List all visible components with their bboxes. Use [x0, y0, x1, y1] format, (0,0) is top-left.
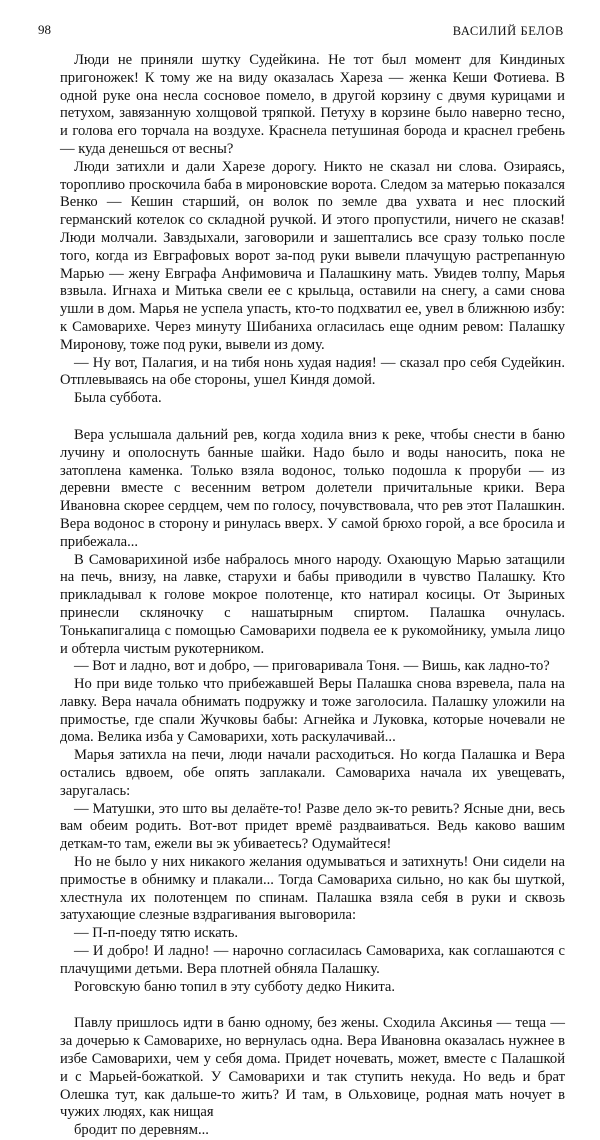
paragraph: Вера услышала дальний рев, когда ходила вниз к реке, чтобы снести в баню лучину и ополоснуть банные шайки. Надо было и воды наносить, пока не затоплена каменка. Только взяла водонос, только подошла к проруби — из деревни вместе с весенним ветром долетели причитальные крики. Вера Ивановна скорее сердцем, чем по голосу, почувствовала, что рев этот Палашкин. Вера водонос в сторону и ринулась вверх. У самой брюхо горой, а все бросила и прибежала...: [60, 426, 565, 550]
paragraph: — Матушки, это што вы делаёте-то! Разве дело эк-то ревить? Ясные дни, весь вам обеим родить. Вот-вот придет времё раздваиваться. Ведь каково вашим деткам-то там, ежели вы эк убиваетесь? Одумайтеся!: [60, 800, 565, 853]
paragraph: В Самоварихиной избе набралось много народу. Охающую Марью затащили на печь, внизу, на лавке, старухи и бабы приводили в чувство Палашку. Кто прикладывал к голове мокрое полотенце, кто натирал косицы. От Зыриных принесли скляночку с нашатырным спиртом. Палашка очнулась. Тонькапигалица с помощью Самоварихи подвела ее к рукомойнику, умыла лицо и обтерла чистым рукотерником.: [60, 551, 565, 657]
paragraph: Но не было у них никакого желания одумываться и затихнуть! Они сидели на примостье в обнимку и плакали... Тогда Самовариха сильно, но как бы шуткой, хлестнула их полотенцем по спинам. Палашка взяла себя в руки и сквозь затухающие слезные вздрагивания выговорила:: [60, 854, 565, 924]
paragraph: Павлу пришлось идти в баню одному, без жены. Сходила Аксинья — теща — за дочерью к Самоварихе, но вернулась одна. Вера Ивановна оказалась нужнее в избе Самоварихи, чем у себя дома. Придет ночевать, может, вместе с Палашкой и с Марьей-божаткой. У Самоварихи и так ступить некуда. Но ведь и брат Олешка тут, как дальше-то жить? И там, в Ольховице, родная мать ночует в чужих людях, как нищая: [60, 1015, 565, 1121]
paragraph: Была суббота.: [74, 390, 162, 407]
paragraph: Но при виде только что прибежавшей Веры Палашка снова взревела, пала на лавку. Вера начала обнимать подружку и тоже заголосила. Палашку уложили на примостье, где спали Жучковы бабы: Агнейка и Луковка, которые ночевали не дома. Велика изба у Самоварихи, хоть раскулачивай...: [60, 676, 565, 746]
paragraph: — Вот и ладно, вот и добро, — приговаривала Тоня. — Вишь, как ладно-то?: [74, 658, 550, 675]
paragraph: Люди не приняли шутку Судейкина. Не тот был момент для Киндиных пригоножек! К тому же на виду оказалась Хареза — женка Кеши Фотиева. В одной руке она несла сосновое помело, в другой корзину с двумя курицами и петухом, завязанную холщовой тряпкой. Петуху в корзине было наверно тесно, и голова его торчала на воздухе. Краснела петушиная борода и краснел гребень — куда денешься от весны?: [60, 52, 565, 157]
paragraph: — Ну вот, Палагия, и на тибя нонь худая надия! — сказал про себя Судейкин. Отплевываясь на обе стороны, ушел Киндя домой.: [60, 354, 565, 389]
page-header: [38, 22, 564, 42]
body-text: [60, 52, 565, 1140]
paragraph: Марья затихла на печи, люди начали расходиться. Но когда Палашка и Вера остались вдвоем, обе опять заплакали. Самовариха начала их увещевать, заругалась:: [60, 747, 565, 799]
running-head-author: ВАСИЛИЙ БЕЛОВ: [452, 24, 564, 38]
paragraph: Люди затихли и дали Харезе дорогу. Никто не сказал ни слова. Озираясь, торопливо проскочила баба в мироновские ворота. Следом за матерью показался Венко — Кешин старший, он волок по земле два ухвата и нес плоский германский котелок со складной ручкой. И этого пропустили, ничего не сказав! Люди молчали. Завздыхали, заговорили и зашептались все сразу только после того, когда из Евграфовых ворот за-под руки вывели плачущую растрепанную Марью — жену Евграфа Анфимовича и Палашкину мать. Увидев толпу, Марья взвыла. Игнаха и Митька свели ее с крыльца, оставили на снегу, а сами снова ушли в дом. Марья не успела упасть, кто-то подхватил ее, увел в ближнюю избу: к Самоварихе. Через минуту Шибаниха огласилась еще одним ревом: Палашку Миронову, тоже под руки, вывели из дому.: [60, 158, 565, 353]
paragraph: — П-п-поеду тятю искать.: [74, 925, 239, 942]
paragraph: Роговскую баню топил в эту субботу дедко Никита.: [74, 978, 396, 995]
paragraph: бродит по деревням...: [74, 1122, 209, 1139]
page-number: 98: [38, 22, 51, 37]
paragraph: — И добро! И ладно! — нарочно согласилась Самовариха, как соглашаются с плачущими детьми. Вера плотней обняла Палашку.: [60, 943, 565, 977]
